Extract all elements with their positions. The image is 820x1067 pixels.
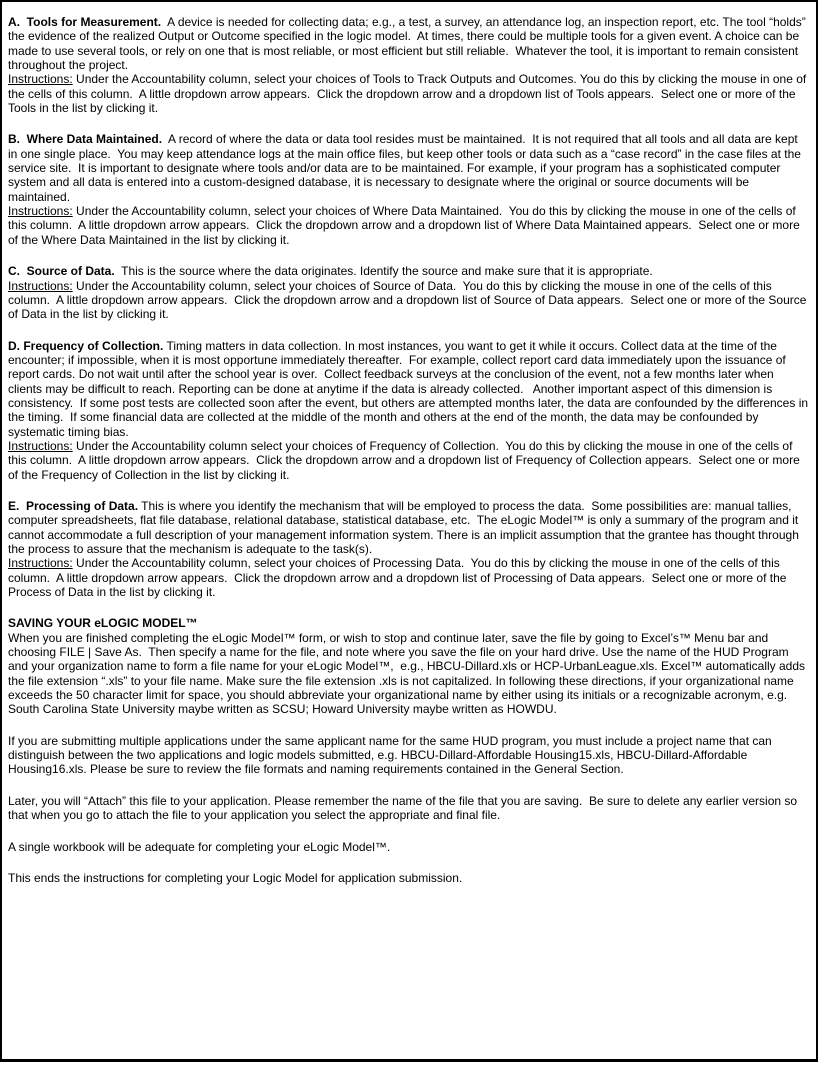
section-body-text: This is where you identify the mechanism that will be employed to process the data. Some possibilities are: manual tallies, computer spreadsheets, flat file database, relational database, statistical database, etc. The eLogic Model™ is only a summary of the program and it cannot accommodate a full description of your management information system. There is an implicit assumption that the grantee has thought through the process to assure that the mechanism is adequate to the task(s).: [8, 498, 803, 556]
section-tools-for-measurement: [8, 15, 810, 115]
section-saving-elogic-model: [8, 616, 810, 716]
closing-paragraph-multiple-applications: [8, 734, 810, 777]
section-body-paragraph: [8, 15, 810, 72]
section-body-paragraph: [8, 339, 810, 439]
section-body-paragraph: [8, 132, 810, 204]
instructions-label: Instructions:: [8, 204, 73, 219]
closing-paragraph-attach-file: [8, 794, 810, 823]
saving-intro-paragraph: When you are finished completing the eLogic Model™ form, or wish to stop and continue later, save the file by going to Excel’s™ Menu bar and choosing FILE | Save As. Then specify a name for the file, and note where you save the file on your hard drive. Use the name of the HUD Program and your organization name to form a file name for your eLogic Model™, e.g., HBCU-Dillard.xls or HCP-UrbanLeague.xls. Excel™ automatically adds the file extension “.xls” to your file name. Make sure the file extension .xls is not capitalized. In following these directions, if your organizational name exceeds the 50 character limit for space, you should abbreviate your organizational name by either using its initials or a recognizable acronym, e.g. South Carolina State University maybe written as SCSU; Howard University maybe written as HOWDU.: [8, 630, 809, 717]
section-instructions-paragraph: [8, 556, 810, 599]
section-processing-of-data: [8, 499, 810, 599]
section-heading: B. Where Data Maintained.: [8, 132, 163, 147]
section-frequency-of-collection: [8, 339, 810, 482]
closing-paragraph: If you are submitting multiple applications under the same applicant name for the same HUD program, you must include a project name that can distinguish between the two applications and logic models submitted, e.g. HBCU-Dillard-Affordable Housing15.xls, HBCU-Dillard-Affordable Housing16.xls. Please be sure to review the file formats and naming requirements contained in the General Section.: [8, 733, 776, 777]
instructions-text: Under the Accountability column select your choices of Frequency of Collection. You do this by clicking the mouse in one of the cells of this column. A little dropdown arrow appears. Click the dropdown arrow and a dropdown list of Frequency of Collection appears. Select one or more of the Frequency of Collection in the list by clicking it.: [8, 438, 804, 482]
instructions-label: Instructions:: [8, 556, 73, 571]
section-body-text: A device is needed for collecting data; e.g., a test, a survey, an attendance log, an inspection report, etc. The tool “holds” the evidence of the realized Output or Outcome specified in the logic model. At times, there could be multiple tools for a given event. A choice can be made to use several tools, or rely on one that is most reliable, or most efficient but still reliable. Whatever the tool, it is important to remain consistent throughout the project.: [8, 15, 810, 73]
closing-paragraph: Later, you will “Attach” this file to your application. Please remember the name of the file that you are saving. Be sure to delete any earlier version so that when you go to attach the file to your application you select the appropriate and final file.: [8, 793, 801, 823]
section-instructions-paragraph: [8, 439, 810, 482]
section-heading: A. Tools for Measurement.: [8, 15, 162, 29]
section-source-of-data: [8, 264, 810, 321]
closing-paragraph-single-workbook: [8, 840, 810, 854]
section-instructions-paragraph: [8, 279, 810, 322]
section-where-data-maintained: [8, 132, 810, 247]
instructions-text: Under the Accountability column, select your choices of Where Data Maintained. You do this by clicking the mouse in one of the cells of this column. A little dropdown arrow appears. Click the dropdown arrow and a dropdown list of Where Data Maintained appears. Select one or more of the Where Data Maintained in the list by clicking it.: [8, 204, 804, 247]
section-body-paragraph: [8, 264, 810, 278]
section-instructions-paragraph: [8, 72, 810, 115]
instructions-label: Instructions:: [8, 438, 73, 453]
section-heading: E. Processing of Data.: [8, 498, 139, 513]
instructions-text: Under the Accountability column, select your choices of Tools to Track Outputs and Outcomes. You do this by clicking the mouse in one of the cells of this column. A little dropdown arrow appears. Click the dropdown arrow and a dropdown list of Tools appears. Select one or more of the Tools in the list by clicking it.: [8, 72, 810, 116]
section-heading: D. Frequency of Collection.: [8, 338, 164, 353]
section-instructions-paragraph: [8, 204, 810, 247]
section-body-text: Timing matters in data collection. In most instances, you want to get it while it occurs. Collect data at the time of the encounter; if impossible, when it is most opportune immediately thereafter. For example, collect report card data immediately upon the issuance of report cards. Do not wait until after the school year is over. Collect feedback surveys at the conclusion of the event, not a few months later when clients may be difficult to reach. Reporting can be done at anytime if the data is already collected. Another important aspect of this dimension is consistency. If some post tests are collected soon after the event, but others are attempted months later, the data are confounded by the differences in the timing. If some financial data are collected at the middle of the month and others at the end of the month, the data may be confounded by systematic timing bias.: [8, 338, 812, 439]
closing-paragraph: A single workbook will be adequate for completing your eLogic Model™.: [8, 839, 391, 854]
instructions-text: Under the Accountability column, select your choices of Source of Data. You do this by clicking the mouse in one of the cells of this column. A little dropdown arrow appears. Click the dropdown arrow and a dropdown list of Source of Data appears. Select one or more of the Source of Data in the list by clicking it.: [8, 278, 810, 322]
instructions-text: Under the Accountability column, select your choices of Processing Data. You do this by clicking the mouse in one of the cells of this column. A little dropdown arrow appears. Click the dropdown arrow and a dropdown list of Processing of Data appears. Select one or more of the Process of Data in the list by clicking it.: [8, 556, 790, 600]
instructions-label: Instructions:: [8, 278, 73, 293]
section-body-paragraph: [8, 499, 810, 556]
closing-paragraph-end-of-instructions: [8, 871, 810, 885]
section-heading: C. Source of Data.: [8, 264, 115, 279]
section-body-text: This is the source where the data originates. Identify the source and make sure that it is appropriate.: [114, 264, 653, 279]
section-body-text: A record of where the data or data tool resides must be maintained. It is not required that all tools and all data are kept in one single place. You may keep attendance logs at the main office files, but keep other tools or data such as a “case record” in the case files at the service site. It is important to designate where tools and/or data are to be maintained. For example, if your program has a sophisticated computer system and all data is entered into a custom-designed database, it is necessary to designate where the original or source documents will be maintained.: [8, 132, 805, 204]
instructions-label: Instructions:: [8, 72, 73, 87]
closing-paragraph: This ends the instructions for completing your Logic Model for application submission.: [8, 870, 463, 885]
saving-heading: SAVING YOUR eLOGIC MODEL™: [8, 616, 198, 631]
